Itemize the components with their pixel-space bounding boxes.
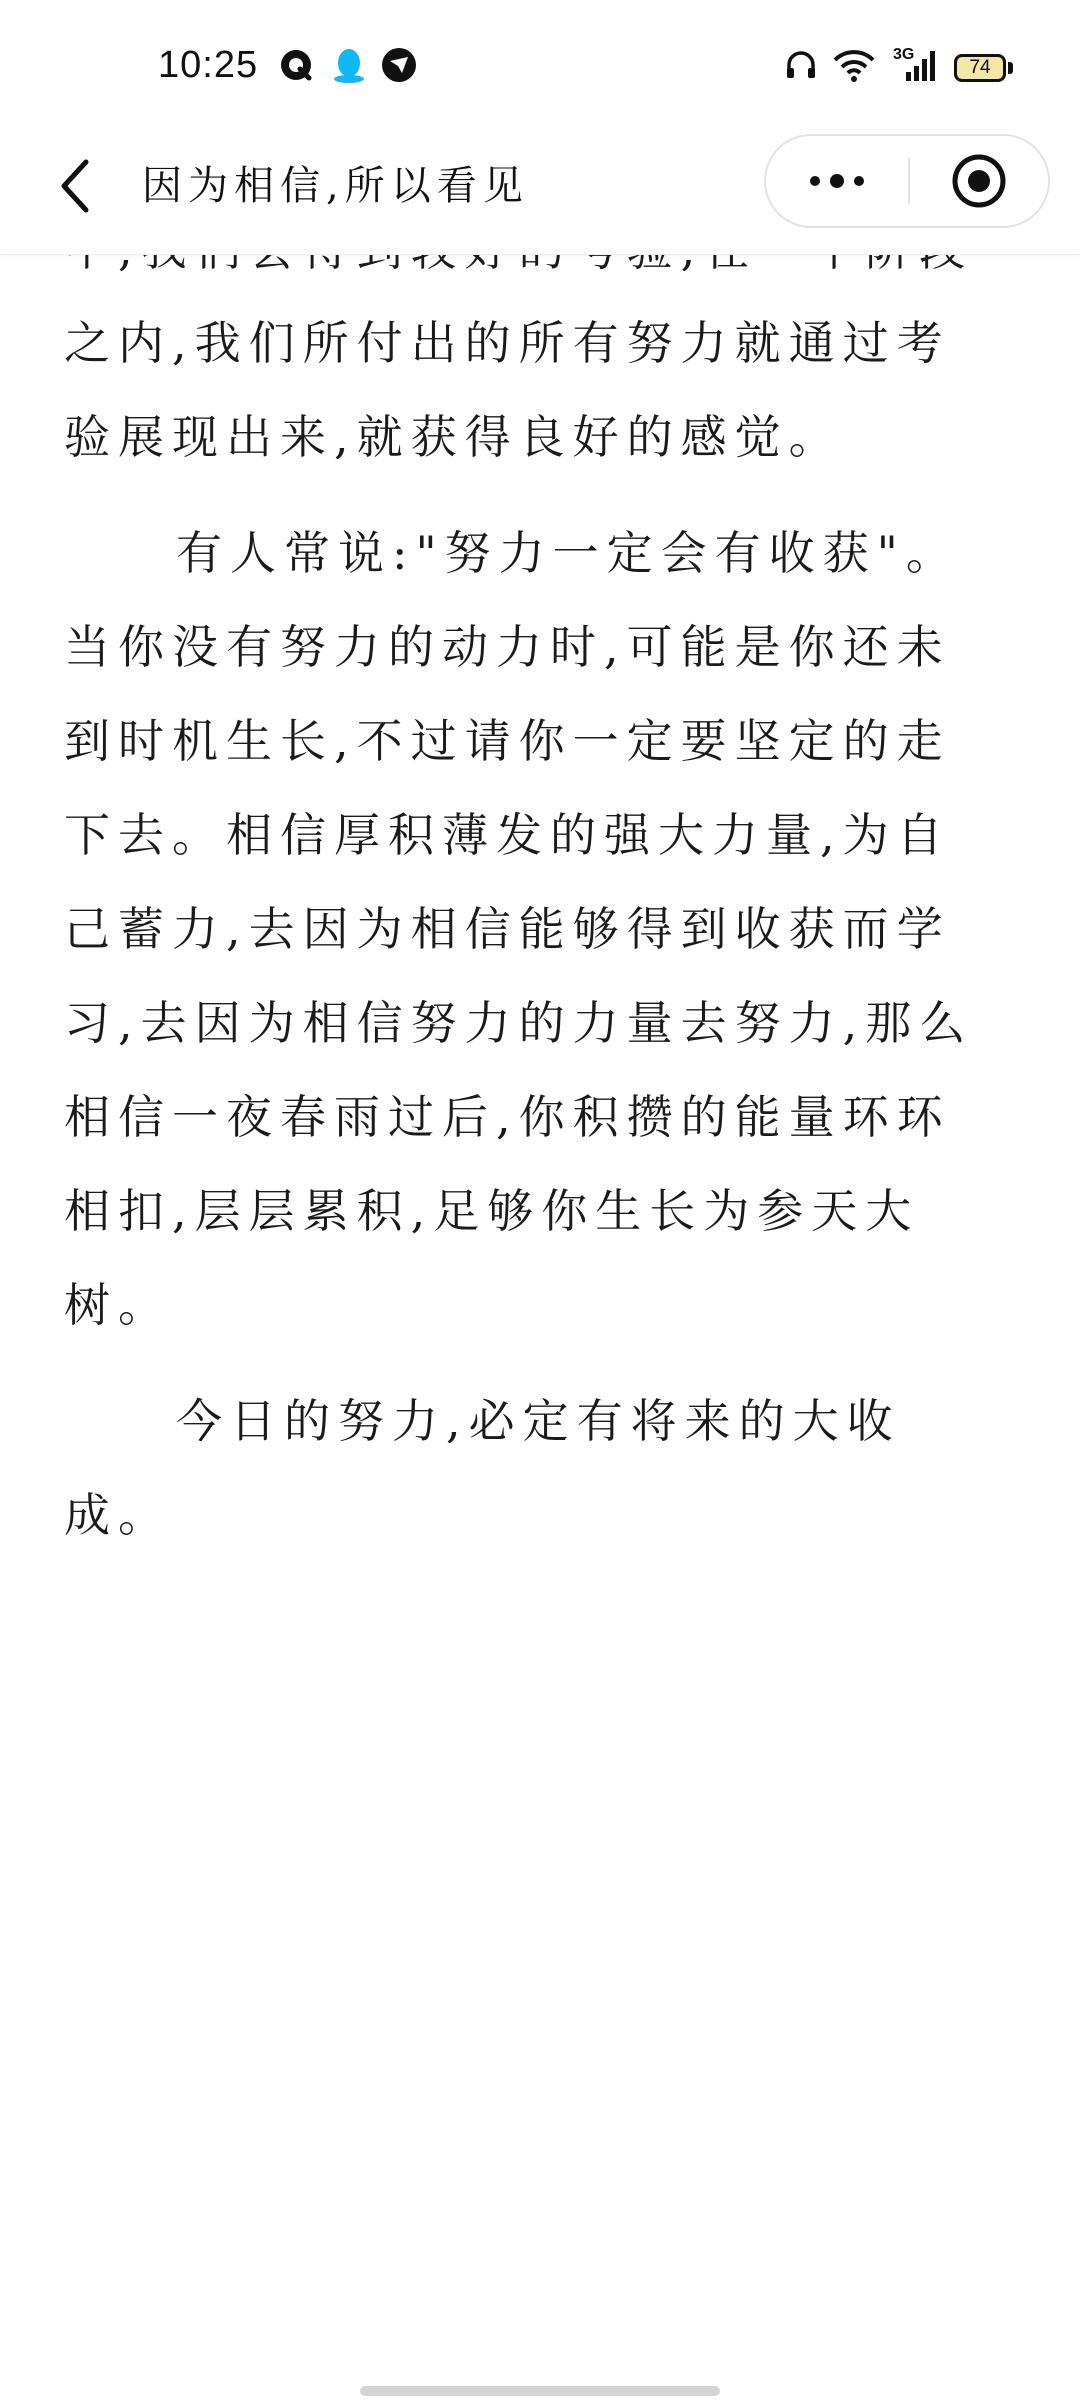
signal-icon bbox=[904, 46, 940, 84]
wifi-icon bbox=[832, 46, 876, 84]
record-target-icon bbox=[951, 153, 1007, 209]
mini-program-capsule bbox=[764, 134, 1050, 228]
headphones-icon bbox=[782, 46, 820, 84]
more-dots-icon bbox=[805, 171, 869, 191]
qq-penguin-icon bbox=[330, 46, 368, 84]
nav-bar bbox=[0, 126, 1080, 255]
article-text bbox=[64, 202, 1004, 1584]
battery-icon bbox=[954, 54, 1006, 82]
qq-browser-icon bbox=[278, 46, 316, 84]
chevron-left-icon bbox=[56, 158, 96, 214]
paragraph-2: 有人常说:"努力一定会有收获"。当你没有努力的动力时,可能是你还未到时机生长,不过请你一定要坚定的走下去。相信厚积薄发的强大力量,为自己蓄力,去因为相信能够得到收获而学习,去因为相信努力的力量去努力,那么相信一夜春雨过后,你积攒的能量环环相扣,层层累积,足够你生长为参天大树。 bbox=[64, 526, 974, 1332]
page-title: 因为相信,所以看见 bbox=[142, 163, 529, 209]
paragraph-1: 之内,我们所付出的所有努力就通过考验展现出来,就获得良好的感觉。 bbox=[64, 316, 951, 464]
back-button[interactable] bbox=[36, 146, 116, 226]
network-type-label: 3G bbox=[893, 46, 915, 63]
article-body[interactable] bbox=[0, 254, 1080, 2400]
mail-bird-icon bbox=[380, 46, 418, 84]
status-bar bbox=[0, 0, 1080, 126]
paragraph-3: 今日的努力,必定有将来的大收成。 bbox=[64, 1394, 901, 1542]
battery-nub bbox=[1008, 62, 1013, 74]
status-time: 10:25 bbox=[158, 44, 259, 86]
close-mini-program-button[interactable] bbox=[910, 136, 1048, 226]
battery-level: 74 bbox=[969, 57, 991, 78]
more-button[interactable] bbox=[766, 136, 908, 226]
home-indicator[interactable] bbox=[360, 2386, 720, 2396]
